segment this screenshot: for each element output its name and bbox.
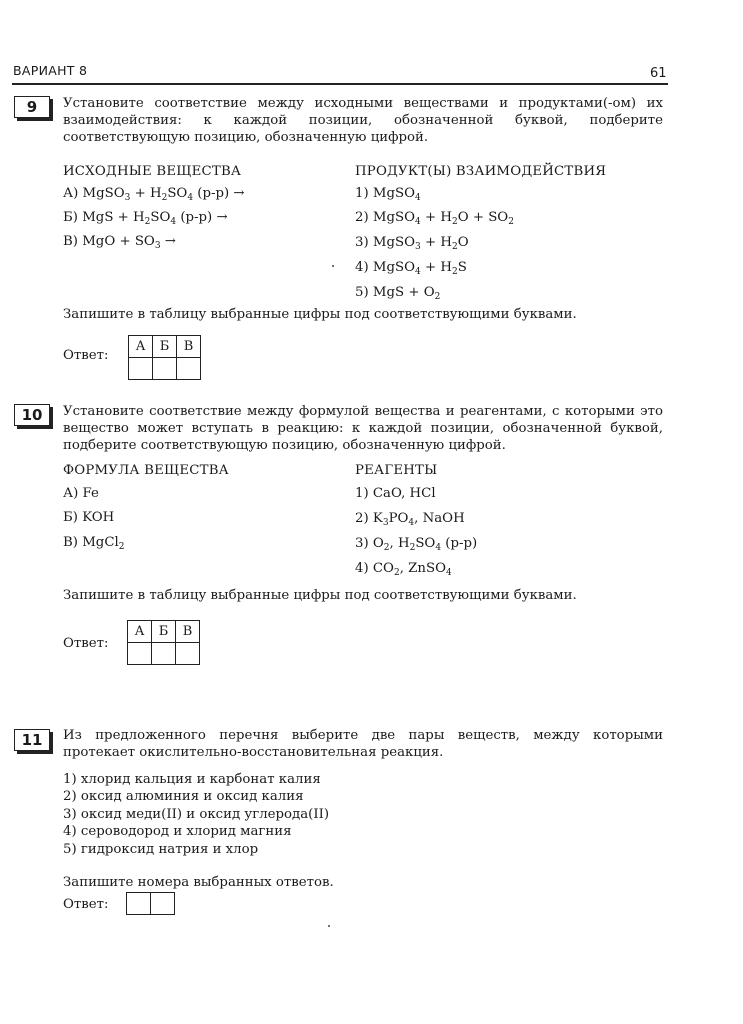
scan-speck <box>332 265 334 267</box>
q10-right-item-4: 4) $CO_2$, ZnSO$_4$ <box>355 561 452 578</box>
q11-answer-cell-1[interactable] <box>127 893 151 915</box>
q10-answer-label: Ответ: <box>63 636 109 651</box>
q9-col-b: Б <box>153 336 177 358</box>
q10-right-item-3: 3) $O_2$, $H_2SO_4$ (р-р) <box>355 536 478 553</box>
q9-answer-label: Ответ: <box>63 348 109 363</box>
q10-right-heading: РЕАГЕНТЫ <box>355 463 438 478</box>
q10-answer-cell-a[interactable] <box>128 643 152 665</box>
q9-right-item-3: 3) MgSO$_3$ + $H_2O$ <box>355 235 469 252</box>
header-divider <box>12 83 668 85</box>
q9-col-a: А <box>129 336 153 358</box>
q11-option-2: 2) оксид алюминия и оксид калия <box>63 789 304 805</box>
q11-option-4: 4) сероводород и хлорид магния <box>63 824 292 840</box>
q9-left-item-a: А) MgSO$_3$ + $H_2SO_4$ (р-р) → <box>63 186 245 203</box>
q10-answer-table <box>127 620 200 665</box>
q10-right-item-1: 1) CaO, HCl <box>355 486 436 501</box>
page-number: 61 <box>650 66 667 81</box>
q10-col-a: А <box>128 621 152 643</box>
q11-options-list <box>63 771 329 858</box>
q10-left-heading: ФОРМУЛА ВЕЩЕСТВА <box>63 463 229 478</box>
q11-prompt: Запишите номера выбранных ответов. <box>63 875 334 890</box>
q9-answer-cell-v[interactable] <box>177 358 201 380</box>
q9-col-v: В <box>177 336 201 358</box>
q9-left-item-v: В) MgO + $SO_3$ → <box>63 234 176 251</box>
question-number-9: 9 <box>14 96 50 118</box>
q9-left-heading: ИСХОДНЫЕ ВЕЩЕСТВА <box>63 164 242 179</box>
q11-option-1: 1) хлорид кальция и карбонат калия <box>63 772 321 787</box>
q10-left-item-b: Б) KOH <box>63 510 115 525</box>
q10-answer-cell-v[interactable] <box>176 643 200 665</box>
q9-answer-cell-a[interactable] <box>129 358 153 380</box>
q11-answer-table <box>126 892 175 915</box>
q10-table-prompt: Запишите в таблицу выбранные цифры под соответствующими буквами. <box>63 588 577 603</box>
q9-left-item-b: Б) MgS + $H_2SO_4$ (р-р) → <box>63 210 228 227</box>
q9-answer-table <box>128 335 201 380</box>
q10-right-item-2: 2) $K_3PO_4$, NaOH <box>355 511 465 528</box>
q10-answer-cell-b[interactable] <box>152 643 176 665</box>
q10-col-b: Б <box>152 621 176 643</box>
scan-speck <box>328 925 330 927</box>
q9-table-prompt: Запишите в таблицу выбранные цифры под соответствующими буквами. <box>63 307 577 322</box>
q11-option-5: 5) гидроксид натрия и хлор <box>63 841 259 857</box>
q9-instruction: Установите соответствие между исходными веществами и продуктами(-ом) их взаимодействия: к каждой позиции, обозначенной буквой, подберите соответствующую позицию, обозначенную цифрой. <box>63 96 663 145</box>
question-number-10: 10 <box>14 404 50 426</box>
q11-answer-label: Ответ: <box>63 897 109 912</box>
q11-answer-cell-2[interactable] <box>151 893 175 915</box>
q11-instruction: Из предложенного перечня выберите две пары веществ, между которыми протекает окислительно-восстановительная реакция. <box>63 728 663 760</box>
q10-instruction: Установите соответствие между формулой вещества и реагентами, с которыми это вещество может вступать в реакцию: к каждой позиции, обозначенной буквой, подберите соответствующую позицию, обозначенную цифрой. <box>63 404 663 453</box>
q9-right-item-2: 2) MgSO$_4$ + $H_2O + SO_2$ <box>355 210 514 227</box>
q9-right-item-5: 5) MgS + $O_2$ <box>355 285 441 302</box>
q11-option-3: 3) оксид меди(II) и оксид углерода(II) <box>63 806 330 822</box>
q9-right-item-1: 1) MgSO$_4$ <box>355 186 421 203</box>
q10-col-v: В <box>176 621 200 643</box>
q9-answer-cell-b[interactable] <box>153 358 177 380</box>
variant-label: ВАРИАНТ 8 <box>13 63 88 78</box>
question-number-11: 11 <box>14 729 50 751</box>
q10-left-item-v: В) MgCl$_2$ <box>63 535 125 552</box>
q9-right-heading: ПРОДУКТ(Ы) ВЗАИМОДЕЙСТВИЯ <box>355 164 607 179</box>
q10-left-item-a: А) Fe <box>63 486 99 501</box>
q9-right-item-4: 4) MgSO$_4$ + $H_2S$ <box>355 260 467 277</box>
